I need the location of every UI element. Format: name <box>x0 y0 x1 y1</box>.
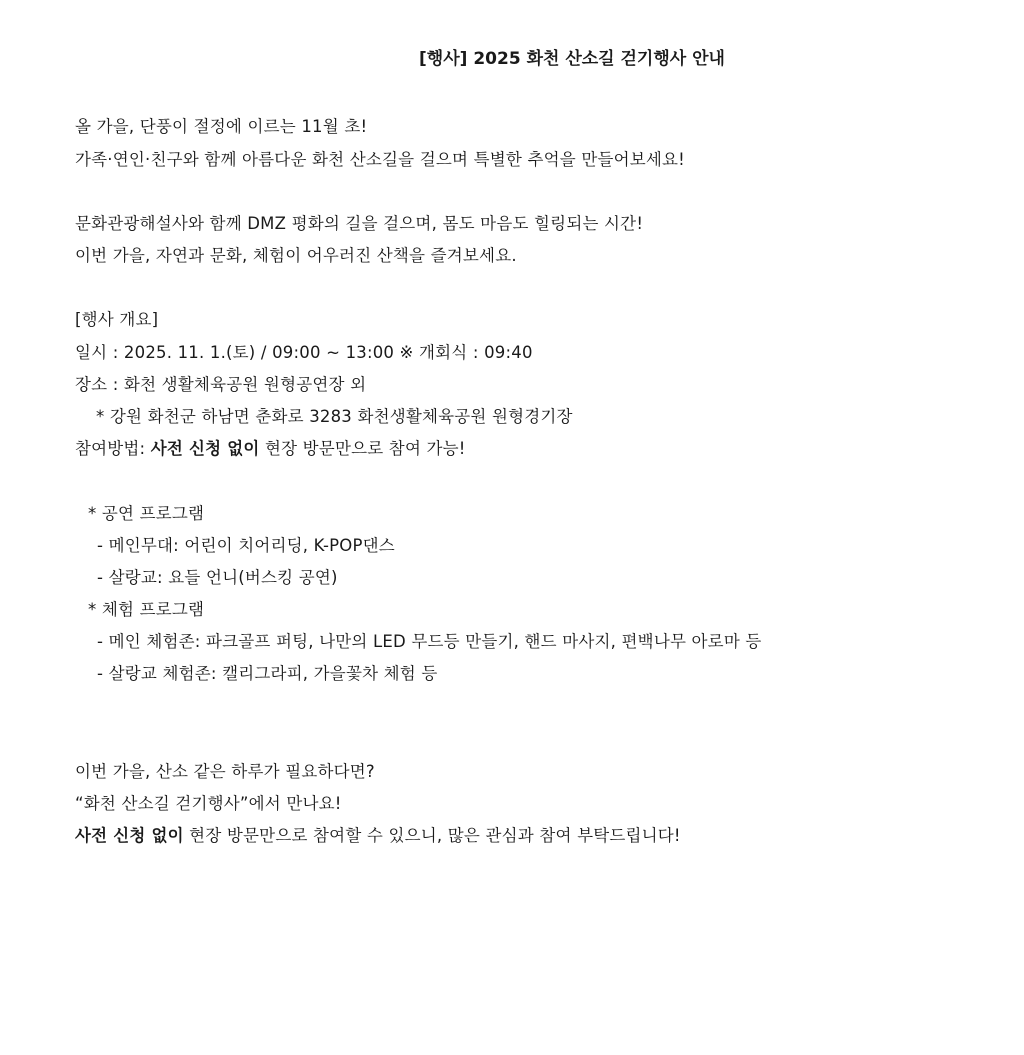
perf-program-item: - 살랑교: 요들 언니(버스킹 공연) <box>97 568 338 587</box>
perf-program-item: - 메인무대: 어린이 치어리딩, K-POP댄스 <box>97 536 395 555</box>
intro-line-2: 가족·연인·친구와 함께 아름다운 화천 산소길을 걸으며 특별한 추억을 만들어보세요! <box>75 150 685 169</box>
overview-heading: [행사 개요] <box>75 310 159 329</box>
exp-program-item: - 메인 체험존: 파크골프 퍼팅, 나만의 LED 무드등 만들기, 핸드 마사지, 편백나무 아로마 등 <box>97 632 762 651</box>
closing-line-3 <box>75 822 681 846</box>
exp-program-heading: * 체험 프로그램 <box>88 600 205 619</box>
overview-address: * 강원 화천군 하남면 춘화로 3283 화천생활체육공원 원형경기장 <box>96 407 573 426</box>
overview-method <box>75 435 466 459</box>
intro-line-1: 올 가을, 단풍이 절정에 이르는 11월 초! <box>75 117 368 136</box>
method-prefix: 참여방법: <box>75 439 151 458</box>
document-title: [행사] 2025 화천 산소길 걷기행사 안내 <box>419 49 725 69</box>
intro2-line-2: 이번 가을, 자연과 문화, 체험이 어우러진 산책을 즐겨보세요. <box>75 246 517 265</box>
method-bold: 사전 신청 없이 <box>150 439 260 458</box>
closing-bold: 사전 신청 없이 <box>75 826 184 845</box>
exp-program-item: - 살랑교 체험존: 캘리그라피, 가을꽃차 체험 등 <box>97 664 438 683</box>
closing-line-2: “화천 산소길 걷기행사”에서 만나요! <box>75 794 342 813</box>
perf-program-heading: * 공연 프로그램 <box>88 504 205 523</box>
overview-datetime: 일시 : 2025. 11. 1.(토) / 09:00 ~ 13:00 ※ 개회식 : 09:40 <box>75 343 533 362</box>
closing-rest: 현장 방문만으로 참여할 수 있으니, 많은 관심과 참여 부탁드립니다! <box>183 826 681 845</box>
method-suffix: 현장 방문만으로 참여 가능! <box>259 439 466 458</box>
intro2-line-1: 문화관광해설사와 함께 DMZ 평화의 길을 걸으며, 몸도 마음도 힐링되는 시간! <box>75 214 644 233</box>
closing-line-1: 이번 가을, 산소 같은 하루가 필요하다면? <box>75 762 375 781</box>
overview-place: 장소 : 화천 생활체육공원 원형공연장 외 <box>75 375 367 394</box>
